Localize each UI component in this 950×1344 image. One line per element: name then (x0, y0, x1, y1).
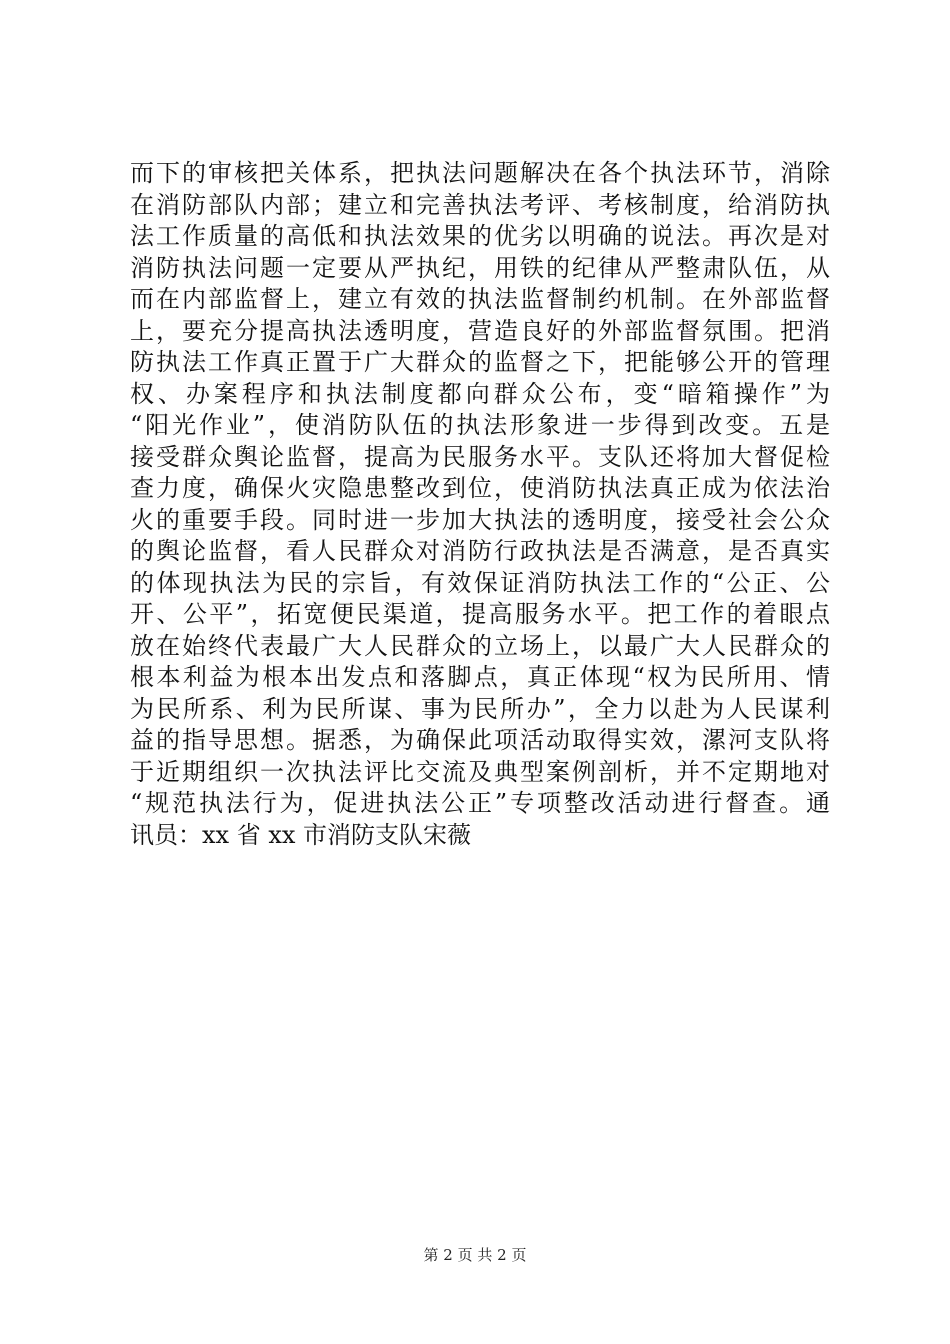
text-line-10: 接受群众舆论监督，提高为民服务水平。支队还将加大督促检 (130, 442, 830, 471)
text-line-21: “规范执法行为，促进执法公正”专项整改活动进行督查。通 (130, 789, 830, 817)
text-line-20: 于近期组织一次执法评比交流及典型案例剖析，并不定期地对 (130, 757, 830, 786)
text-line-1: 而下的审核把关体系，把执法问题解决在各个执法环节，消除 (130, 159, 830, 187)
text-line-16: 放在始终代表最广大人民群众的立场上，以最广大人民群众的 (130, 631, 830, 660)
text-line-14: 的体现执法为民的宗旨，有效保证消防执法工作的“公正、公 (130, 568, 830, 597)
text-line-22: 讯员：xx 省 xx 市消防支队宋薇 (130, 820, 472, 849)
text-line-4: 消防执法问题一定要从严执纪，用铁的纪律从严整肃队伍，从 (130, 253, 830, 282)
body-paragraph (130, 158, 830, 851)
text-line-15: 开、公平”，拓宽便民渠道，提高服务水平。把工作的着眼点 (130, 600, 830, 628)
text-line-2: 在消防部队内部；建立和完善执法考评、考核制度，给消防执 (130, 190, 830, 219)
text-line-6: 上，要充分提高执法透明度，营造良好的外部监督氛围。把消 (130, 316, 830, 345)
text-line-7: 防执法工作真正置于广大群众的监督之下，把能够公开的管理 (130, 348, 830, 376)
text-line-19: 益的指导思想。据悉，为确保此项活动取得实效，漯河支队将 (130, 726, 830, 754)
text-line-9: “阳光作业”，使消防队伍的执法形象进一步得到改变。五是 (130, 411, 830, 439)
text-line-5: 而在内部监督上，建立有效的执法监督制约机制。在外部监督 (130, 285, 830, 313)
text-line-12: 火的重要手段。同时进一步加大执法的透明度，接受社会公众 (130, 505, 830, 534)
text-line-17: 根本利益为根本出发点和落脚点，真正体现“权为民所用、情 (130, 663, 830, 691)
page-footer (0, 1245, 950, 1265)
page-number: 第 2 页 共 2 页 (423, 1246, 527, 1264)
text-line-11: 查力度，确保火灾隐患整改到位，使消防执法真正成为依法治 (130, 474, 830, 502)
text-line-13: 的舆论监督，看人民群众对消防行政执法是否满意，是否真实 (130, 537, 830, 565)
text-line-8: 权、办案程序和执法制度都向群众公布，变“暗箱操作”为 (130, 379, 830, 408)
text-line-18: 为民所系、利为民所谋、事为民所办”，全力以赴为人民谋利 (130, 694, 830, 723)
text-line-3: 法工作质量的高低和执法效果的优劣以明确的说法。再次是对 (130, 222, 830, 250)
